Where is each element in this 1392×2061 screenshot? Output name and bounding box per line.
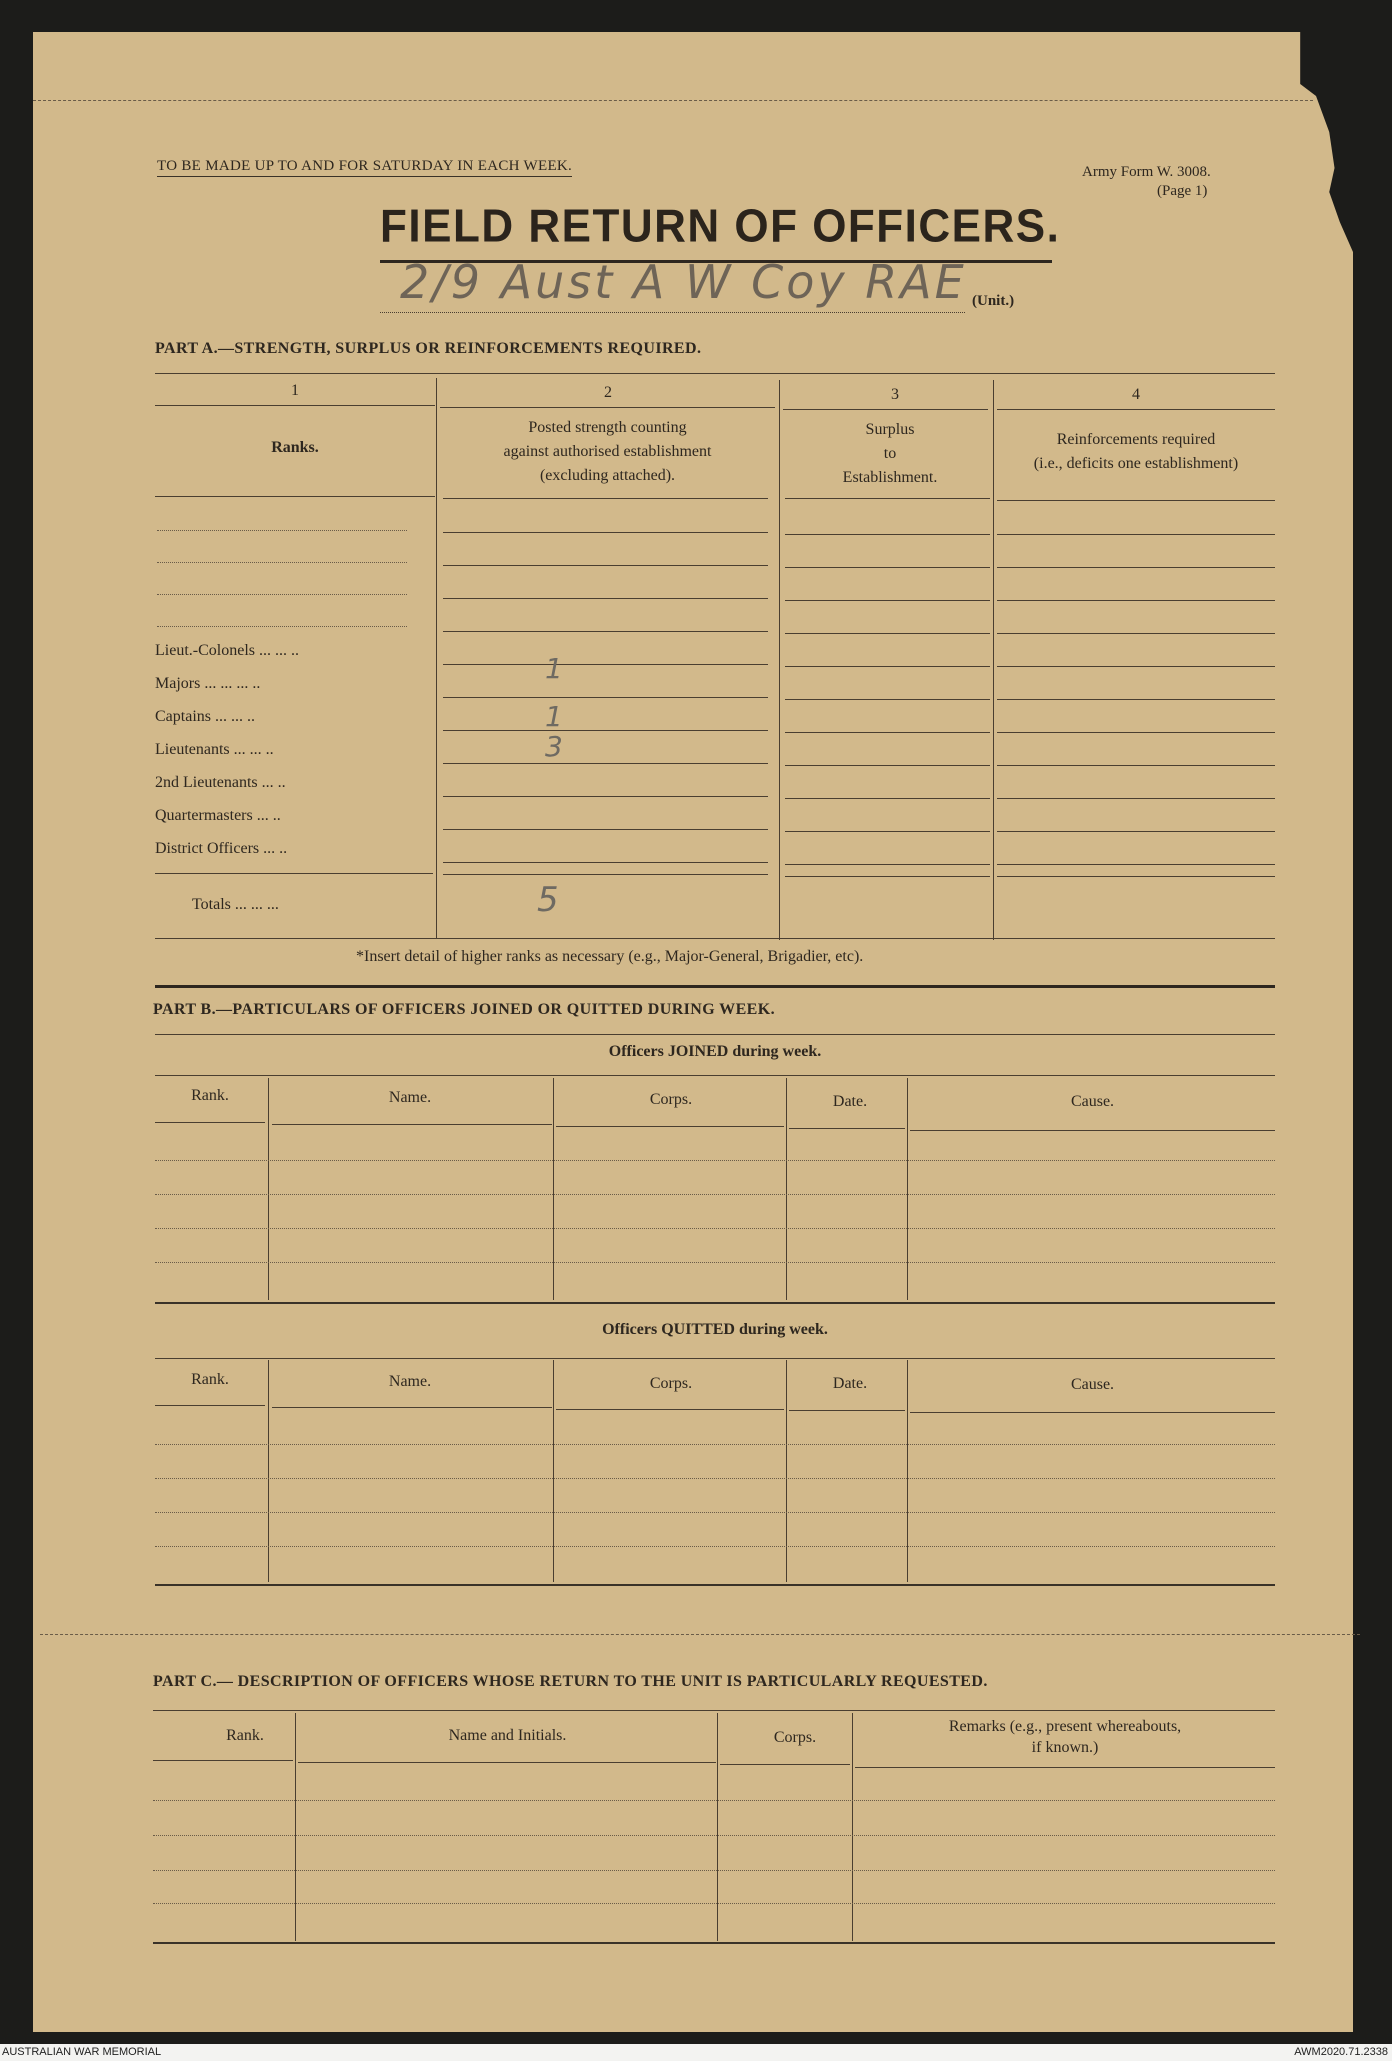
joined-vline: [553, 1078, 554, 1300]
posted-row-line: [443, 730, 768, 731]
surplus-header-line-3: Establishment.: [842, 469, 938, 486]
rank-majors: Majors ... ... ... ..: [155, 675, 261, 692]
ranks-header: Ranks.: [271, 439, 319, 456]
part-c-col-corps: Corps.: [773, 1729, 817, 1746]
quitted-col-rank: Rank.: [191, 1371, 229, 1388]
ranks-total-rule: [155, 873, 433, 874]
posted-lieutenants-value: 3: [545, 730, 563, 763]
part-a-vline-2: [779, 380, 780, 940]
part-a-vline-3: [993, 380, 994, 940]
part-a-vline-1: [436, 378, 437, 938]
quitted-vline: [553, 1360, 554, 1582]
col-number-4: 4: [1132, 386, 1140, 403]
surplus-row-line: [785, 732, 990, 733]
reinforcement-row-line: [997, 567, 1275, 568]
reinforcements-header-line-2: (i.e., deficits one establishment): [1033, 455, 1239, 472]
joined-heading: Officers JOINED during week.: [608, 1043, 822, 1060]
part-c-line: [153, 1903, 1275, 1904]
quitted-vline: [907, 1360, 908, 1582]
totals-label: Totals ... ... ...: [192, 896, 279, 913]
part-c-line: [855, 1767, 1275, 1768]
joined-line: [272, 1124, 552, 1125]
rank-lieutenants: Lieutenants ... ... ..: [155, 741, 274, 758]
page-number: (Page 1): [1157, 183, 1208, 199]
col3-rule: [783, 409, 988, 410]
part-c-line: [153, 1800, 1275, 1801]
posted-row-line: [443, 829, 768, 830]
perforation-middle: [40, 1634, 1360, 1635]
joined-line: [789, 1128, 905, 1129]
posted-row-line: [443, 598, 768, 599]
quitted-line: [155, 1512, 1275, 1513]
posted-row-line: [443, 631, 768, 632]
rank-2nd-lieutenants: 2nd Lieutenants ... ..: [155, 774, 286, 791]
part-c-vline: [295, 1713, 296, 1941]
joined-rule: [155, 1075, 1275, 1076]
rank-captains: Captains ... ... ..: [155, 708, 255, 725]
surplus-row-line: [785, 765, 990, 766]
reinforcement-row-line: [997, 633, 1275, 634]
reinforcements-header: [997, 428, 1275, 476]
joined-line: [155, 1122, 265, 1123]
part-c-vline: [852, 1713, 853, 1941]
surplus-header-line-2: to: [883, 445, 897, 462]
quitted-bottom-rule: [155, 1584, 1275, 1586]
part-c-line: [153, 1760, 293, 1761]
archive-footer: [0, 2044, 1392, 2061]
surplus-header: [790, 418, 990, 490]
surplus-row-line: [785, 798, 990, 799]
quitted-line: [155, 1478, 1275, 1479]
surplus-row-line: [785, 876, 990, 877]
blank-rank-line: [157, 594, 407, 595]
blank-rank-line: [157, 530, 407, 531]
remarks-header-line-2: if known.): [1031, 1739, 1099, 1756]
col-number-1: 1: [291, 382, 299, 399]
joined-col-corps: Corps.: [649, 1091, 693, 1108]
quitted-col-cause: Cause.: [1070, 1376, 1115, 1393]
quitted-vline: [786, 1360, 787, 1582]
rank-district-officers: District Officers ... ..: [155, 840, 288, 857]
quitted-line: [789, 1410, 905, 1411]
surplus-row-line: [785, 600, 990, 601]
posted-row-line: [443, 862, 768, 863]
posted-strength-header: [445, 416, 770, 488]
posted-row-line: [443, 796, 768, 797]
joined-bottom-rule: [155, 1302, 1275, 1304]
col2-rule: [440, 407, 775, 408]
posted-header-rule: [443, 498, 768, 499]
reinforcement-row-line: [997, 798, 1275, 799]
form-title: FIELD RETURN OF OFFICERS.: [380, 200, 1061, 253]
part-c-heading: PART C.— DESCRIPTION OF OFFICERS WHOSE RETURN TO THE UNIT IS PARTICULARLY REQUESTED.: [153, 1673, 988, 1690]
surplus-row-line: [785, 864, 990, 865]
joined-col-rank: Rank.: [191, 1087, 229, 1104]
quitted-col-name: Name.: [388, 1373, 432, 1390]
footer-institution: AUSTRALIAN WAR MEMORIAL: [2, 2046, 162, 2058]
part-a-bottom-rule: [155, 938, 1275, 939]
posted-row-line: [443, 874, 768, 875]
quitted-heading: Officers QUITTED during week.: [602, 1321, 828, 1338]
perforation-top: [33, 100, 1313, 101]
surplus-header-rule: [785, 498, 990, 499]
posted-row-line: [443, 532, 768, 533]
rank-quartermasters: Quartermasters ... ..: [155, 807, 281, 824]
reinforcement-row-line: [997, 600, 1275, 601]
quitted-line: [910, 1412, 1275, 1413]
part-c-line: [153, 1835, 1275, 1836]
posted-row-line: [443, 697, 768, 698]
part-c-top-rule: [153, 1710, 1275, 1711]
reinforcement-row-line: [997, 699, 1275, 700]
reinforcement-row-line: [997, 765, 1275, 766]
quitted-line: [155, 1444, 1275, 1445]
quitted-line: [155, 1546, 1275, 1547]
part-c-col-rank: Rank.: [226, 1727, 264, 1744]
posted-row-line: [443, 664, 768, 665]
reinforcements-header-line-1: Reinforcements required: [1056, 431, 1216, 448]
rank-lieut-colonels: Lieut.-Colonels ... ... ..: [155, 642, 299, 659]
posted-row-line: [443, 763, 768, 764]
posted-row-line: [443, 565, 768, 566]
blank-rank-line: [157, 562, 407, 563]
surplus-row-line: [785, 633, 990, 634]
quitted-line: [155, 1405, 265, 1406]
quitted-col-corps: Corps.: [649, 1375, 693, 1392]
posted-header-line-2: against authorised establishment: [503, 443, 712, 460]
col1-rule: [155, 405, 435, 406]
part-c-line: [720, 1764, 850, 1765]
joined-col-date: Date.: [832, 1093, 868, 1110]
reinforcement-row-line: [997, 732, 1275, 733]
joined-line: [556, 1126, 784, 1127]
part-c-col-name: Name and Initials.: [448, 1727, 567, 1744]
joined-line: [155, 1228, 1275, 1229]
surplus-row-line: [785, 699, 990, 700]
reinforcement-row-line: [997, 876, 1275, 877]
joined-vline: [786, 1078, 787, 1300]
surplus-row-line: [785, 831, 990, 832]
instruction-text: TO BE MADE UP TO AND FOR SATURDAY IN EACH WEEK.: [157, 158, 572, 177]
quitted-line: [556, 1409, 784, 1410]
unit-handwritten: 2/9 Aust A W Coy RAE: [400, 255, 967, 309]
surplus-row-line: [785, 534, 990, 535]
part-b-heading: PART B.—PARTICULARS OF OFFICERS JOINED OR QUITTED DURING WEEK.: [153, 1001, 775, 1018]
part-c-vline: [717, 1713, 718, 1941]
remarks-header-line-1: Remarks (e.g., present whereabouts,: [948, 1718, 1182, 1735]
part-a-top-rule: [155, 373, 1275, 374]
ranks-header-rule: [155, 496, 435, 497]
form-number: Army Form W. 3008.: [1082, 164, 1211, 180]
footer-accession-number: AWM2020.71.2338: [1294, 2046, 1388, 2058]
reinforcements-header-rule: [997, 500, 1275, 501]
joined-col-name: Name.: [388, 1089, 432, 1106]
posted-totals-value: 5: [537, 880, 559, 920]
reinforcement-row-line: [997, 666, 1275, 667]
joined-line: [155, 1194, 1275, 1195]
part-c-col-remarks: [855, 1716, 1275, 1758]
quitted-rule: [155, 1358, 1275, 1359]
posted-majors-value: 1: [545, 652, 563, 685]
quitted-line: [272, 1407, 552, 1408]
posted-header-line-3: (excluding attached).: [539, 467, 676, 484]
col4-rule: [997, 409, 1275, 410]
joined-line: [910, 1130, 1275, 1131]
quitted-col-date: Date.: [832, 1375, 868, 1392]
reinforcement-row-line: [997, 864, 1275, 865]
blank-rank-line: [157, 626, 407, 627]
joined-vline: [268, 1078, 269, 1300]
part-a-heading: PART A.—STRENGTH, SURPLUS OR REINFORCEMENTS REQUIRED.: [155, 340, 702, 357]
unit-dotted-line: [380, 312, 965, 313]
part-c-line: [298, 1762, 716, 1763]
surplus-row-line: [785, 666, 990, 667]
part-c-line: [153, 1870, 1275, 1871]
part-a-footnote: *Insert detail of higher ranks as necessary (e.g., Major-General, Brigadier, etc).: [356, 948, 864, 965]
reinforcement-row-line: [997, 534, 1275, 535]
part-c-bottom-rule: [153, 1942, 1275, 1944]
surplus-row-line: [785, 567, 990, 568]
col-number-2: 2: [604, 384, 612, 401]
joined-line: [155, 1262, 1275, 1263]
surplus-header-line-1: Surplus: [865, 421, 915, 438]
part-b-top-rule: [155, 1034, 1275, 1035]
joined-line: [155, 1160, 1275, 1161]
part-a-b-separator: [155, 985, 1275, 988]
joined-vline: [907, 1078, 908, 1300]
posted-header-line-1: Posted strength counting: [528, 419, 687, 436]
posted-captains-value: 1: [545, 700, 563, 733]
reinforcement-row-line: [997, 831, 1275, 832]
quitted-vline: [268, 1360, 269, 1582]
unit-label: (Unit.): [972, 293, 1015, 309]
joined-col-cause: Cause.: [1070, 1093, 1115, 1110]
col-number-3: 3: [891, 386, 899, 403]
